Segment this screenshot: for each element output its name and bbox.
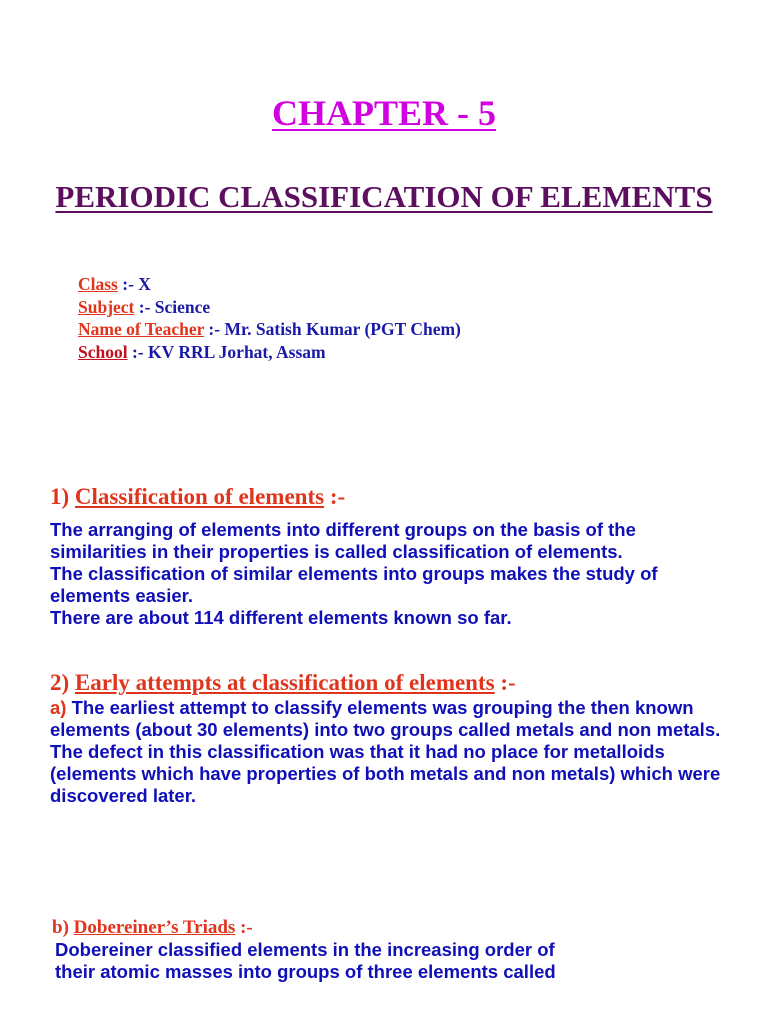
class-value: X	[138, 274, 151, 294]
section-1-number: 1)	[50, 484, 75, 509]
section-1-title: Classification of elements	[74, 484, 325, 509]
paragraph-text: The earliest attempt to classify elements was grouping the then known elements (about 30 elements) into two groups called metals and non metals.	[50, 697, 721, 740]
section-3-number: b)	[52, 917, 74, 938]
paragraph: The defect in this classification was that it had no place for metalloids (elements which have properties of both metals and non metals) which were discovered later.	[50, 741, 721, 806]
section-1-heading	[50, 484, 345, 510]
section-2-heading	[50, 670, 516, 696]
school-sep: :-	[127, 341, 149, 362]
section-3-body	[55, 939, 735, 983]
subject-sep: :-	[134, 296, 155, 317]
document-title: PERIODIC CLASSIFICATION OF ELEMENTS	[55, 179, 713, 214]
teacher-line	[78, 318, 461, 341]
section-2-title: Early attempts at classification of elements	[74, 670, 495, 695]
teacher-value: Mr. Satish Kumar (PGT Chem)	[224, 319, 461, 339]
school-value: KV RRL Jorhat, Assam	[148, 341, 326, 362]
subject-line	[78, 296, 461, 319]
paragraph: The arranging of elements into different groups on the basis of the similarities in their properties is called classification of elements.	[50, 519, 636, 562]
school-line	[78, 341, 461, 364]
class-line	[78, 273, 461, 296]
course-info	[78, 273, 461, 363]
subject-value: Science	[154, 296, 211, 317]
paragraph: There are about 114 different elements known so far.	[50, 607, 512, 628]
chapter-title: CHAPTER - 5	[272, 93, 496, 133]
section-3-suffix: :-	[235, 917, 253, 938]
teacher-label: Name of Teacher	[78, 319, 205, 339]
section-2-body	[50, 697, 730, 807]
subject-label: Subject	[78, 296, 135, 317]
paragraph: The classification of similar elements into groups makes the study of elements easier.	[50, 563, 658, 606]
teacher-sep: :-	[204, 319, 225, 339]
text-line: Dobereiner classified elements in the increasing order of	[55, 939, 555, 960]
text-line: their atomic masses into groups of three elements called	[55, 961, 556, 982]
section-3-title: Dobereiner’s Triads	[73, 917, 236, 938]
class-label: Class	[78, 274, 118, 294]
section-2-number: 2)	[50, 670, 75, 695]
school-label: School	[78, 341, 128, 362]
section-1-body	[50, 519, 730, 629]
section-2-suffix: :-	[494, 670, 516, 695]
paragraph	[50, 697, 730, 741]
item-marker: a)	[50, 697, 67, 718]
class-sep: :-	[117, 274, 139, 294]
section-1-suffix: :-	[324, 484, 346, 509]
section-3-heading	[52, 917, 253, 939]
